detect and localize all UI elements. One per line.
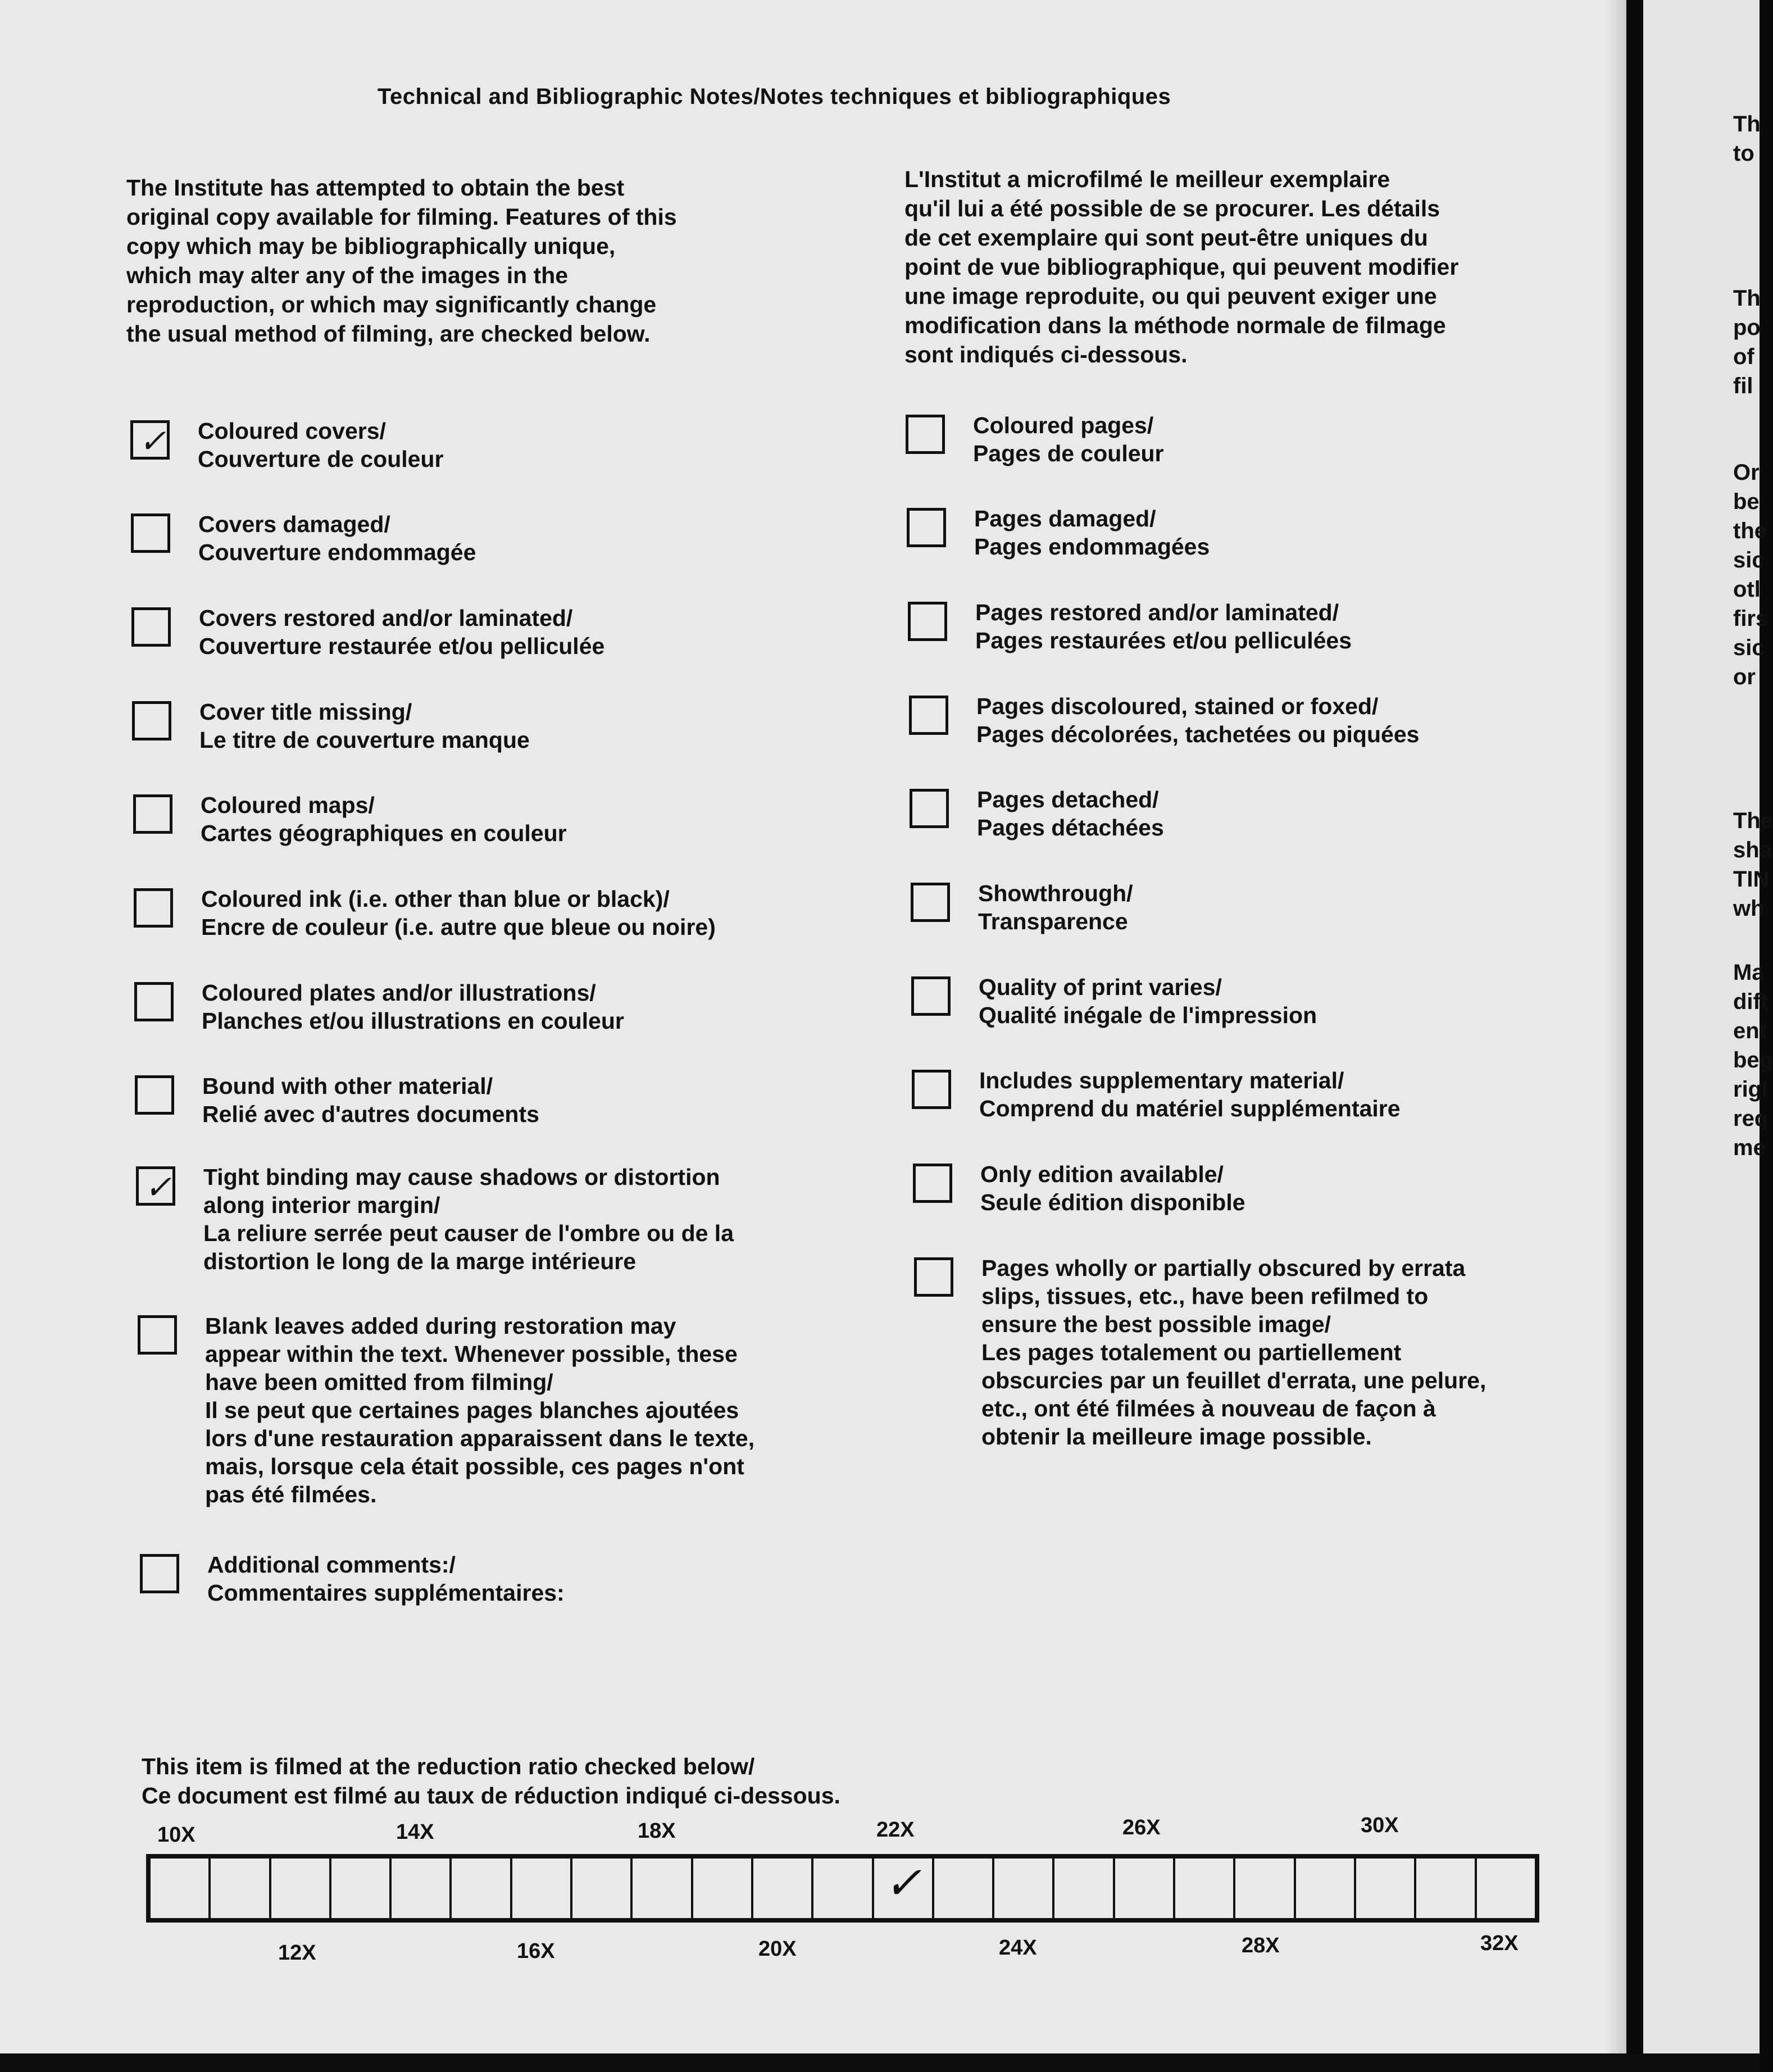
adjacent-page-strip	[1643, 0, 1773, 2053]
cut-off-line: of	[1733, 344, 1754, 369]
label-line: Pages wholly or partially obscured by errata	[981, 1255, 1466, 1281]
ratio-cell[interactable]	[512, 1859, 572, 1918]
label-line: Cartes géographiques en couleur	[201, 820, 567, 846]
checkbox[interactable]	[912, 1070, 951, 1109]
cut-off-text-block	[1733, 458, 1768, 692]
label-line: distortion le long de la marge intérieure	[203, 1248, 637, 1274]
checkbox-label	[980, 1160, 1245, 1216]
cut-off-line: firs	[1733, 606, 1769, 631]
label-line: Encre de couleur (i.e. autre que bleue ou noire)	[201, 914, 716, 940]
reduction-statement-fr: Ce document est filmé au taux de réduction indiqué ci-dessous.	[142, 1783, 840, 1809]
checkbox[interactable]	[131, 514, 170, 553]
label-line: Commentaires supplémentaires:	[207, 1580, 565, 1606]
ratio-cell[interactable]	[1356, 1859, 1416, 1918]
label-line: Pages endommagées	[974, 534, 1210, 560]
checkbox[interactable]	[914, 1257, 953, 1297]
checkbox-label	[981, 1254, 1486, 1451]
checkbox[interactable]	[907, 508, 946, 547]
cut-off-line: TIN	[1733, 867, 1770, 892]
checkbox-label	[201, 791, 567, 847]
checkbox[interactable]	[134, 982, 174, 1021]
label-line: Couverture de couleur	[198, 446, 444, 472]
ratio-cell[interactable]	[693, 1859, 753, 1918]
intro_fr-line: qu'il lui a été possible de se procurer. Les détails	[904, 196, 1440, 221]
cut-off-line: Ma	[1733, 960, 1765, 985]
label-line: Covers restored and/or laminated/	[199, 605, 573, 631]
checkbox[interactable]	[913, 1164, 952, 1203]
label-line: lors d'une restauration apparaissent dans le texte,	[205, 1425, 755, 1451]
intro_fr-line: de cet exemplaire qui sont peut-être uniques du	[904, 225, 1428, 251]
intro-french	[904, 165, 1458, 369]
ratio-label-top: 18X	[638, 1819, 676, 1843]
label-line: Covers damaged/	[198, 511, 390, 537]
ratio-cell[interactable]	[994, 1859, 1054, 1918]
checkbox[interactable]	[132, 701, 171, 740]
ratio-cell[interactable]	[331, 1859, 392, 1918]
cut-off-text-block	[1733, 284, 1761, 401]
intro_fr-line: une image reproduite, ou qui peuvent exiger une	[904, 283, 1437, 309]
label-line: Coloured plates and/or illustrations/	[202, 980, 596, 1006]
label-line: Coloured pages/	[973, 412, 1154, 438]
label-line: Il se peut que certaines pages blanches ajoutées	[205, 1397, 739, 1423]
ratio-cell[interactable]	[753, 1859, 813, 1918]
intro_en-line: the usual method of filming, are checked below.	[126, 321, 651, 347]
cut-off-line: beg	[1733, 1048, 1773, 1073]
label-line: Pages détachées	[977, 815, 1164, 840]
cut-off-line: otl	[1733, 577, 1761, 602]
label-line: Comprend du matériel supplémentaire	[979, 1096, 1401, 1121]
label-line: Additional comments:/	[207, 1552, 456, 1578]
checkbox[interactable]	[911, 976, 951, 1016]
ratio-cell[interactable]	[1175, 1859, 1235, 1918]
label-line: Cover title missing/	[199, 699, 412, 725]
ratio-cell[interactable]	[211, 1859, 271, 1918]
intro_fr-line: sont indiqués ci-dessous.	[904, 342, 1188, 367]
label-line: Showthrough/	[978, 880, 1133, 906]
cut-off-line: dift	[1733, 989, 1769, 1014]
checkbox[interactable]	[908, 602, 947, 641]
ratio-cell[interactable]	[572, 1859, 633, 1918]
ratio-cell[interactable]	[1477, 1859, 1535, 1918]
cut-off-text-block	[1733, 958, 1773, 1162]
label-line: Pages damaged/	[974, 506, 1156, 531]
reduction-statement-en: This item is filmed at the reduction ratio checked below/	[142, 1753, 755, 1779]
ratio-label-top: 22X	[876, 1818, 915, 1842]
checkmark-icon: ✓	[884, 1857, 922, 1909]
intro_fr-line: L'Institut a microfilmé le meilleur exemplaire	[904, 166, 1390, 192]
cut-off-line: Th	[1733, 286, 1761, 311]
ratio-label-bottom: 28X	[1242, 1934, 1280, 1957]
label-line: Pages restaurées et/ou pelliculées	[975, 628, 1352, 653]
ratio-label-bottom: 20X	[758, 1937, 797, 1961]
label-line: have been omitted from filming/	[205, 1369, 553, 1395]
checkbox[interactable]	[135, 1075, 174, 1115]
label-line: along interior margin/	[203, 1192, 440, 1218]
ratio-cell[interactable]	[271, 1859, 331, 1918]
label-line: Pages restored and/or laminated/	[975, 599, 1339, 625]
label-line: slips, tissues, etc., have been refilmed to	[981, 1283, 1429, 1309]
label-line: ensure the best possible image/	[981, 1311, 1331, 1337]
ratio-label-top: 10X	[157, 1823, 196, 1847]
checkbox[interactable]	[138, 1315, 177, 1355]
reduction-statement	[142, 1752, 840, 1810]
checkbox-label	[202, 979, 624, 1035]
checkbox[interactable]	[131, 607, 171, 647]
checkbox[interactable]	[910, 789, 949, 828]
label-line: La reliure serrée peut causer de l'ombre ou de la	[203, 1220, 734, 1246]
ratio-cell[interactable]	[1054, 1859, 1115, 1918]
checkbox[interactable]	[911, 883, 950, 922]
label-line: Planches et/ou illustrations en couleur	[202, 1008, 624, 1034]
label-line: Pages de couleur	[973, 440, 1164, 466]
ratio-label-bottom: 16X	[517, 1939, 555, 1963]
ratio-cell[interactable]	[452, 1859, 512, 1918]
label-line: Coloured ink (i.e. other than blue or black)/	[201, 886, 670, 912]
intro-english	[126, 173, 677, 348]
ratio-label-bottom: 24X	[999, 1936, 1037, 1960]
ratio-label-top: 14X	[396, 1820, 434, 1844]
label-line: Couverture endommagée	[198, 539, 476, 565]
checkbox-label	[202, 1072, 539, 1128]
label-line: Bound with other material/	[202, 1073, 493, 1099]
intro_fr-line: point de vue bibliographique, qui peuvent modifier	[904, 254, 1459, 280]
intro_en-line: which may alter any of the images in the	[126, 262, 569, 288]
ratio-label-bottom: 12X	[278, 1941, 316, 1965]
cut-off-line: me	[1733, 1135, 1766, 1160]
checkbox[interactable]	[130, 420, 170, 460]
checkbox-label	[199, 698, 530, 754]
cut-off-line: Or	[1733, 460, 1760, 485]
label-line: Only edition available/	[980, 1161, 1224, 1187]
checkbox-label	[979, 1066, 1401, 1123]
label-line: Coloured maps/	[201, 792, 375, 818]
checkbox[interactable]	[909, 696, 948, 735]
cut-off-line: or	[1733, 665, 1756, 689]
intro_en-line: reproduction, or which may significantly change	[126, 292, 657, 317]
label-line: Tight binding may cause shadows or distortion	[203, 1164, 720, 1190]
label-line: obtenir la meilleure image possible.	[981, 1424, 1372, 1450]
label-line: mais, lorsque cela était possible, ces pages n'ont	[205, 1453, 744, 1479]
label-line: Quality of print varies/	[979, 974, 1222, 1000]
cut-off-text-block	[1733, 806, 1773, 923]
checkbox-label	[974, 505, 1210, 561]
ratio-cell[interactable]	[934, 1859, 994, 1918]
label-line: Coloured covers/	[198, 418, 386, 444]
label-line: obscurcies par un feuillet d'errata, une pelure,	[981, 1367, 1486, 1393]
cut-off-text-block	[1733, 110, 1761, 168]
cut-off-line: sic	[1733, 635, 1765, 660]
cut-off-line: ent	[1733, 1019, 1767, 1043]
cut-off-line: be	[1733, 489, 1760, 514]
checkmark-icon: ✓	[139, 422, 166, 460]
cut-off-line: req	[1733, 1106, 1769, 1131]
checkbox-label	[198, 417, 443, 473]
checkbox[interactable]	[133, 794, 172, 834]
checkbox[interactable]	[136, 1166, 175, 1206]
checkbox[interactable]	[140, 1554, 179, 1593]
checkbox-label	[201, 885, 716, 941]
checkbox-label	[198, 510, 476, 566]
checkbox-label	[973, 411, 1164, 467]
cut-off-line: fil	[1733, 374, 1753, 398]
cut-off-line: The	[1733, 808, 1773, 833]
checkbox-label	[205, 1312, 754, 1508]
cut-off-line: to	[1733, 141, 1754, 166]
checkbox[interactable]	[906, 415, 945, 454]
intro_en-line: original copy available for filming. Features of this	[126, 204, 677, 230]
label-line: Pages discoloured, stained or foxed/	[976, 693, 1379, 719]
checkbox-label	[199, 604, 604, 660]
label-line: Blank leaves added during restoration may	[205, 1313, 676, 1339]
checkbox-label	[203, 1163, 734, 1275]
ratio-label-top: 26X	[1122, 1816, 1161, 1839]
ratio-cell[interactable]	[874, 1859, 934, 1918]
label-line: Pages décolorées, tachetées ou piquées	[976, 721, 1420, 747]
cut-off-line: Th	[1733, 112, 1761, 137]
checkbox-label	[207, 1551, 565, 1607]
ratio-cell[interactable]	[1115, 1859, 1175, 1918]
checkbox-label	[977, 785, 1164, 842]
label-line: Transparence	[978, 908, 1128, 934]
label-line: Couverture restaurée et/ou pelliculée	[199, 633, 605, 659]
intro_en-line: The Institute has attempted to obtain the best	[126, 175, 625, 201]
label-line: Relié avec d'autres documents	[202, 1101, 539, 1127]
page-fold-shadow	[1606, 0, 1626, 2053]
ratio-label-bottom: 32X	[1480, 1932, 1519, 1955]
label-line: Le titre de couverture manque	[199, 727, 530, 753]
label-line: Seule édition disponible	[980, 1189, 1245, 1215]
cut-off-line: po	[1733, 315, 1761, 340]
checkbox-label	[975, 598, 1352, 655]
page-title: Technical and Bibliographic Notes/Notes techniques et bibliographiques	[378, 84, 1171, 109]
checkmark-icon: ✓	[144, 1168, 172, 1206]
ratio-cell[interactable]	[151, 1859, 211, 1918]
checkbox-label	[979, 973, 1317, 1029]
ratio-cell[interactable]	[633, 1859, 693, 1918]
checkbox-label	[978, 879, 1133, 935]
cut-off-line: sic	[1733, 548, 1765, 572]
film-border	[0, 2053, 1760, 2072]
ratio-cell[interactable]	[392, 1859, 452, 1918]
label-line: Les pages totalement ou partiellement	[981, 1339, 1402, 1365]
checkbox-label	[976, 692, 1419, 748]
intro_en-line: copy which may be bibliographically unique,	[126, 233, 616, 259]
ratio-label-top: 30X	[1361, 1814, 1399, 1837]
reduction-ratio-grid	[146, 1854, 1539, 1923]
ratio-cell[interactable]	[813, 1859, 874, 1918]
ratio-cell[interactable]	[1235, 1859, 1295, 1918]
label-line: pas été filmées.	[205, 1482, 377, 1507]
label-line: Includes supplementary material/	[979, 1067, 1344, 1093]
ratio-cell[interactable]	[1296, 1859, 1356, 1918]
ratio-cell[interactable]	[1416, 1859, 1476, 1918]
label-line: Pages detached/	[977, 787, 1159, 812]
cut-off-line: the	[1733, 519, 1767, 543]
cut-off-line: sha	[1733, 838, 1772, 862]
intro_fr-line: modification dans la méthode normale de filmage	[904, 312, 1446, 338]
label-line: etc., ont été filmées à nouveau de façon à	[981, 1396, 1436, 1421]
cut-off-line: wh	[1733, 896, 1765, 921]
checkbox[interactable]	[134, 888, 173, 928]
cut-off-line: rigl	[1733, 1077, 1769, 1102]
label-line: appear within the text. Whenever possible, these	[205, 1341, 738, 1367]
label-line: Qualité inégale de l'impression	[979, 1002, 1317, 1028]
